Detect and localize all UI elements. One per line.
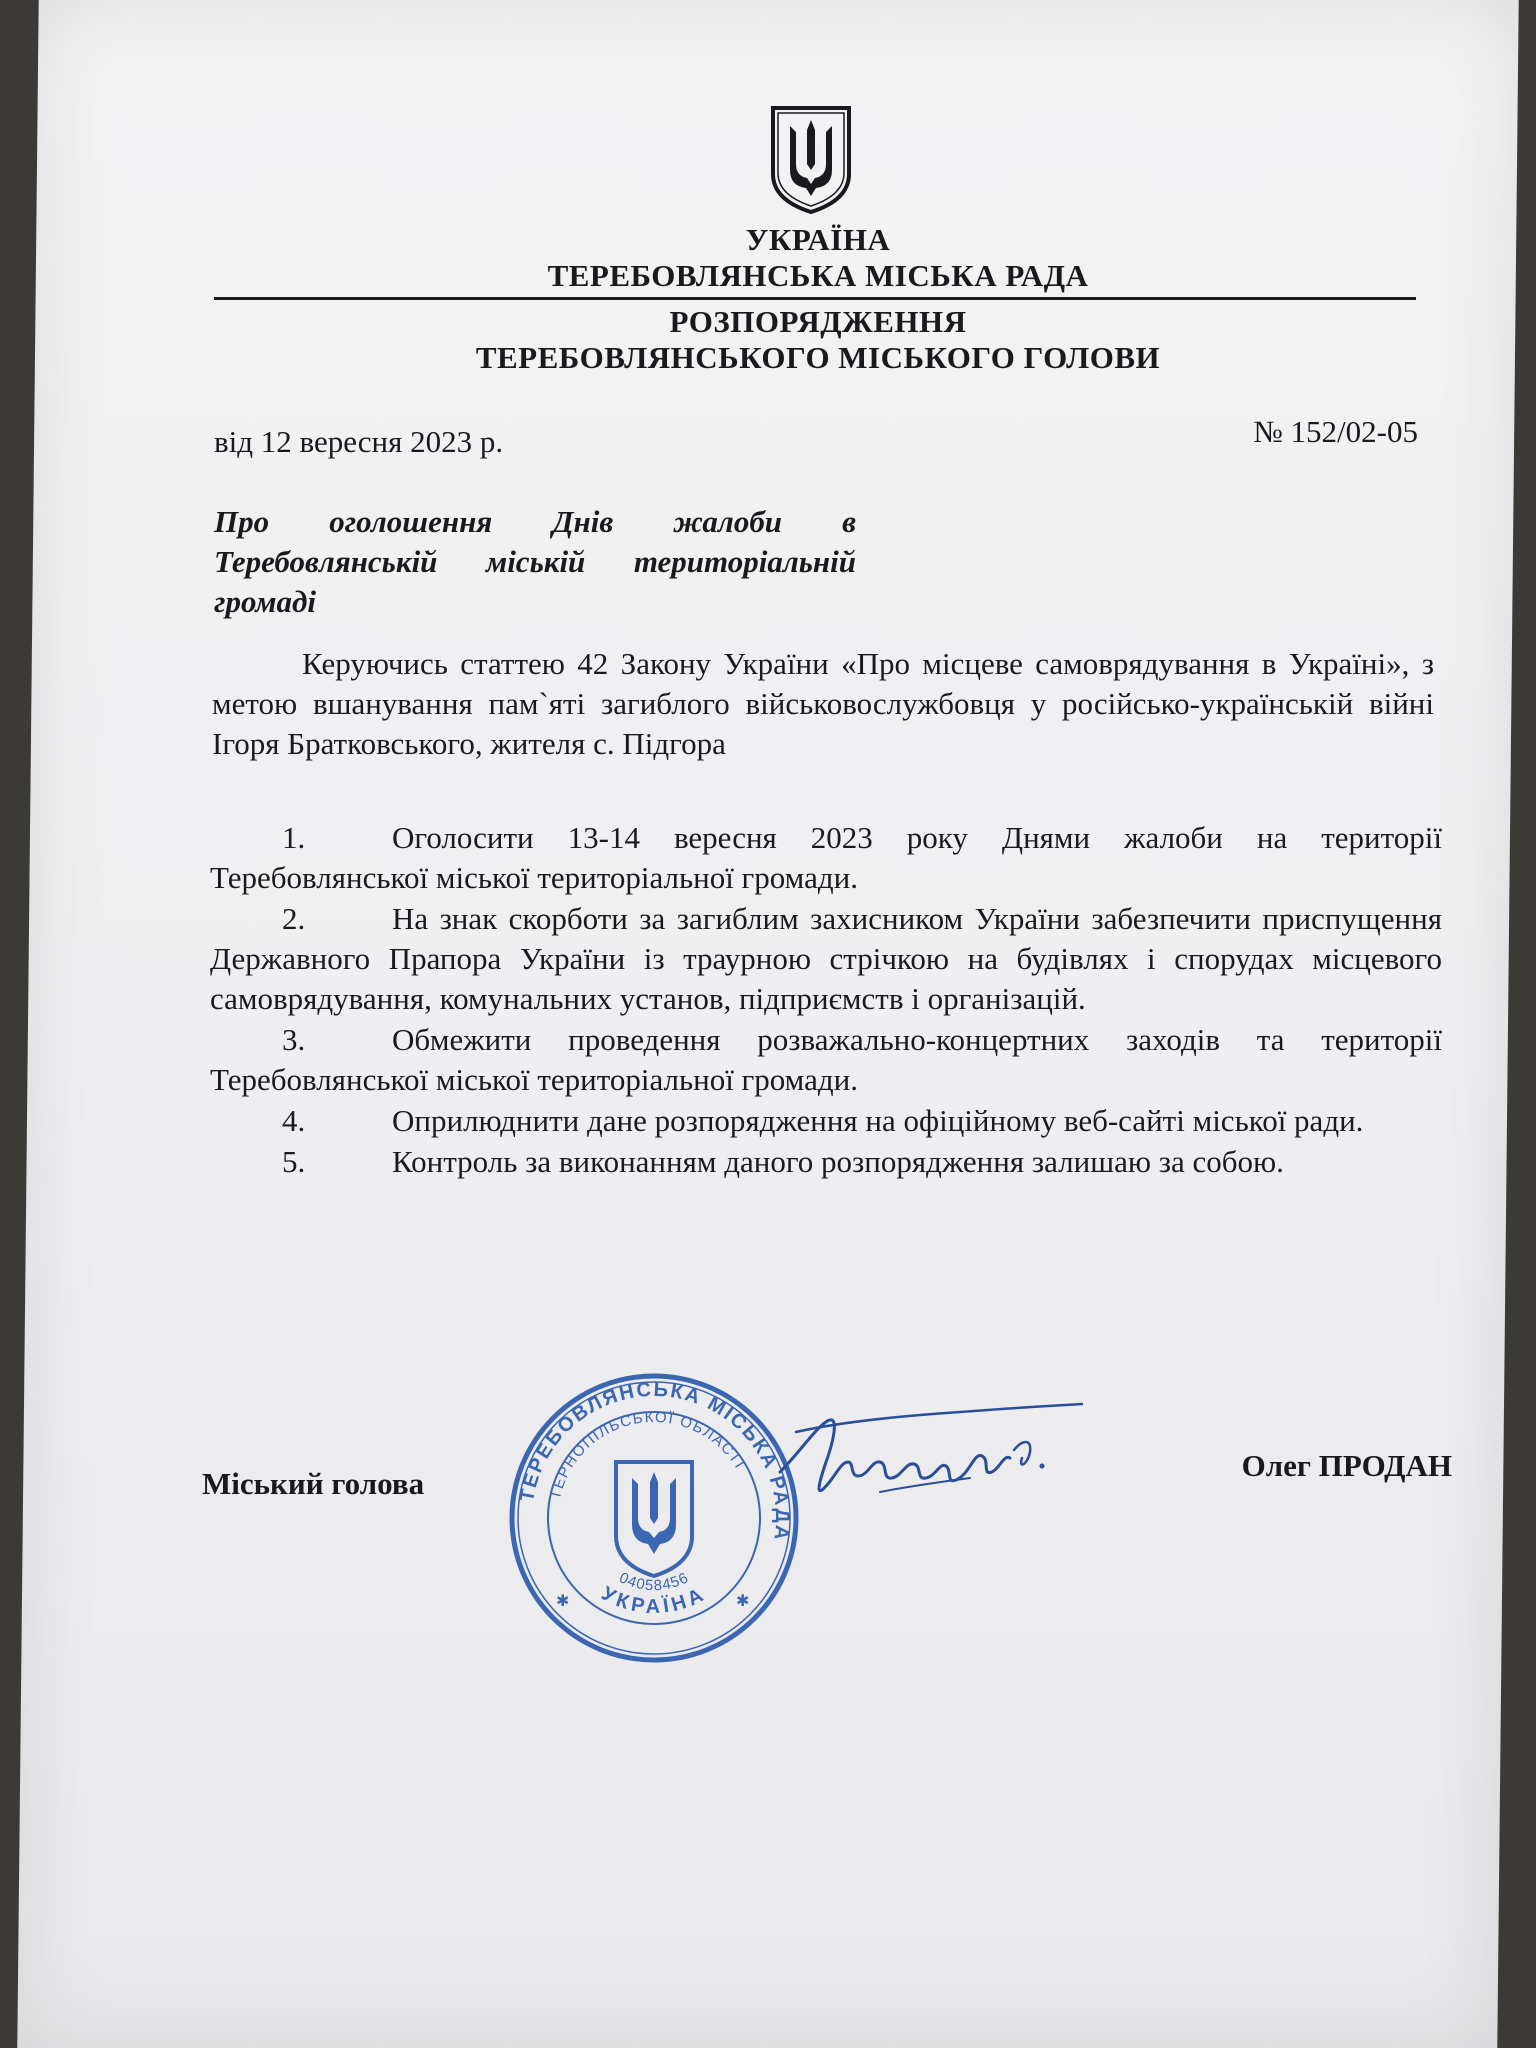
item-text: На знак скорботи за загиблим захисником України забезпечити приспущення Державного Прапора України із траурною стрічкою на будівлях і спорудах місцевого самоврядування, комунальних установ, підприємств і організацій. [210, 901, 1442, 1016]
header-divider [214, 297, 1416, 300]
order-items-list [210, 818, 1442, 1183]
signatory-position: Міський голова [202, 1466, 425, 1501]
list-item [210, 1020, 1442, 1100]
list-item [210, 818, 1442, 898]
svg-text:04058456 [616, 1569, 691, 1594]
seal-outer-text: ТЕРЕБОВЛЯНСЬКА МІСЬКА РАДА [516, 1378, 794, 1543]
svg-text:✱: ✱ [736, 1591, 750, 1610]
signatory-name: Олег ПРОДАН [1241, 1448, 1452, 1483]
list-item [210, 899, 1442, 1019]
seal-bottom-text: УКРАЇНА [597, 1582, 711, 1619]
list-item [210, 1142, 1442, 1182]
item-number: 5. [282, 1144, 306, 1179]
item-text: Оприлюднити дане розпорядження на офіційному веб-сайті міської ради. [392, 1103, 1364, 1138]
item-number: 2. [282, 901, 306, 936]
item-number: 1. [282, 820, 306, 855]
item-text: Контроль за виконанням даного розпорядження залишаю за собою. [392, 1144, 1284, 1179]
seal-code: 04058456 [616, 1569, 692, 1595]
seal-trident-icon [616, 1462, 692, 1576]
official-seal [504, 1368, 804, 1668]
header-country: УКРАЇНА [745, 222, 891, 257]
list-item [210, 1101, 1442, 1141]
document-number: № 152/02-05 [1253, 414, 1418, 449]
item-number: 4. [282, 1103, 306, 1138]
item-text: Оголосити 13-14 вересня 2023 року Днями жалоби на території Теребовлянської міської територіальної громади. [210, 820, 1442, 895]
document-subject: Про оголошення Днів жалоби в Теребовлянській міській територіальній громаді [214, 504, 856, 619]
document-type: РОЗПОРЯДЖЕННЯ [669, 304, 967, 339]
header-council: ТЕРЕБОВЛЯНСЬКА МІСЬКА РАДА [547, 258, 1089, 293]
handwritten-signature [760, 1392, 1090, 1522]
preamble-paragraph: Керуючись статтею 42 Закону України «Про місцеве самоврядування в Україні», з метою вшанування пам`яті загиблого військовослужбовця у російсько-українській війні Ігоря Братковського, жителя с. Підгора [212, 646, 1434, 761]
item-number: 3. [282, 1022, 306, 1057]
document-date: від 12 вересня 2023 р. [214, 424, 504, 459]
trident-coat-of-arms-icon [768, 104, 854, 216]
document-issuer: ТЕРЕБОВЛЯНСЬКОГО МІСЬКОГО ГОЛОВИ [475, 340, 1161, 375]
svg-text:✱: ✱ [556, 1591, 570, 1610]
seal-inner-text: ТЕРНОПІЛЬСЬКОЇ ОБЛАСТІ [546, 1408, 749, 1502]
item-text: Обмежити проведення розважально-концертних заходів та території Теребовлянської міської територіальної громади. [210, 1022, 1442, 1097]
